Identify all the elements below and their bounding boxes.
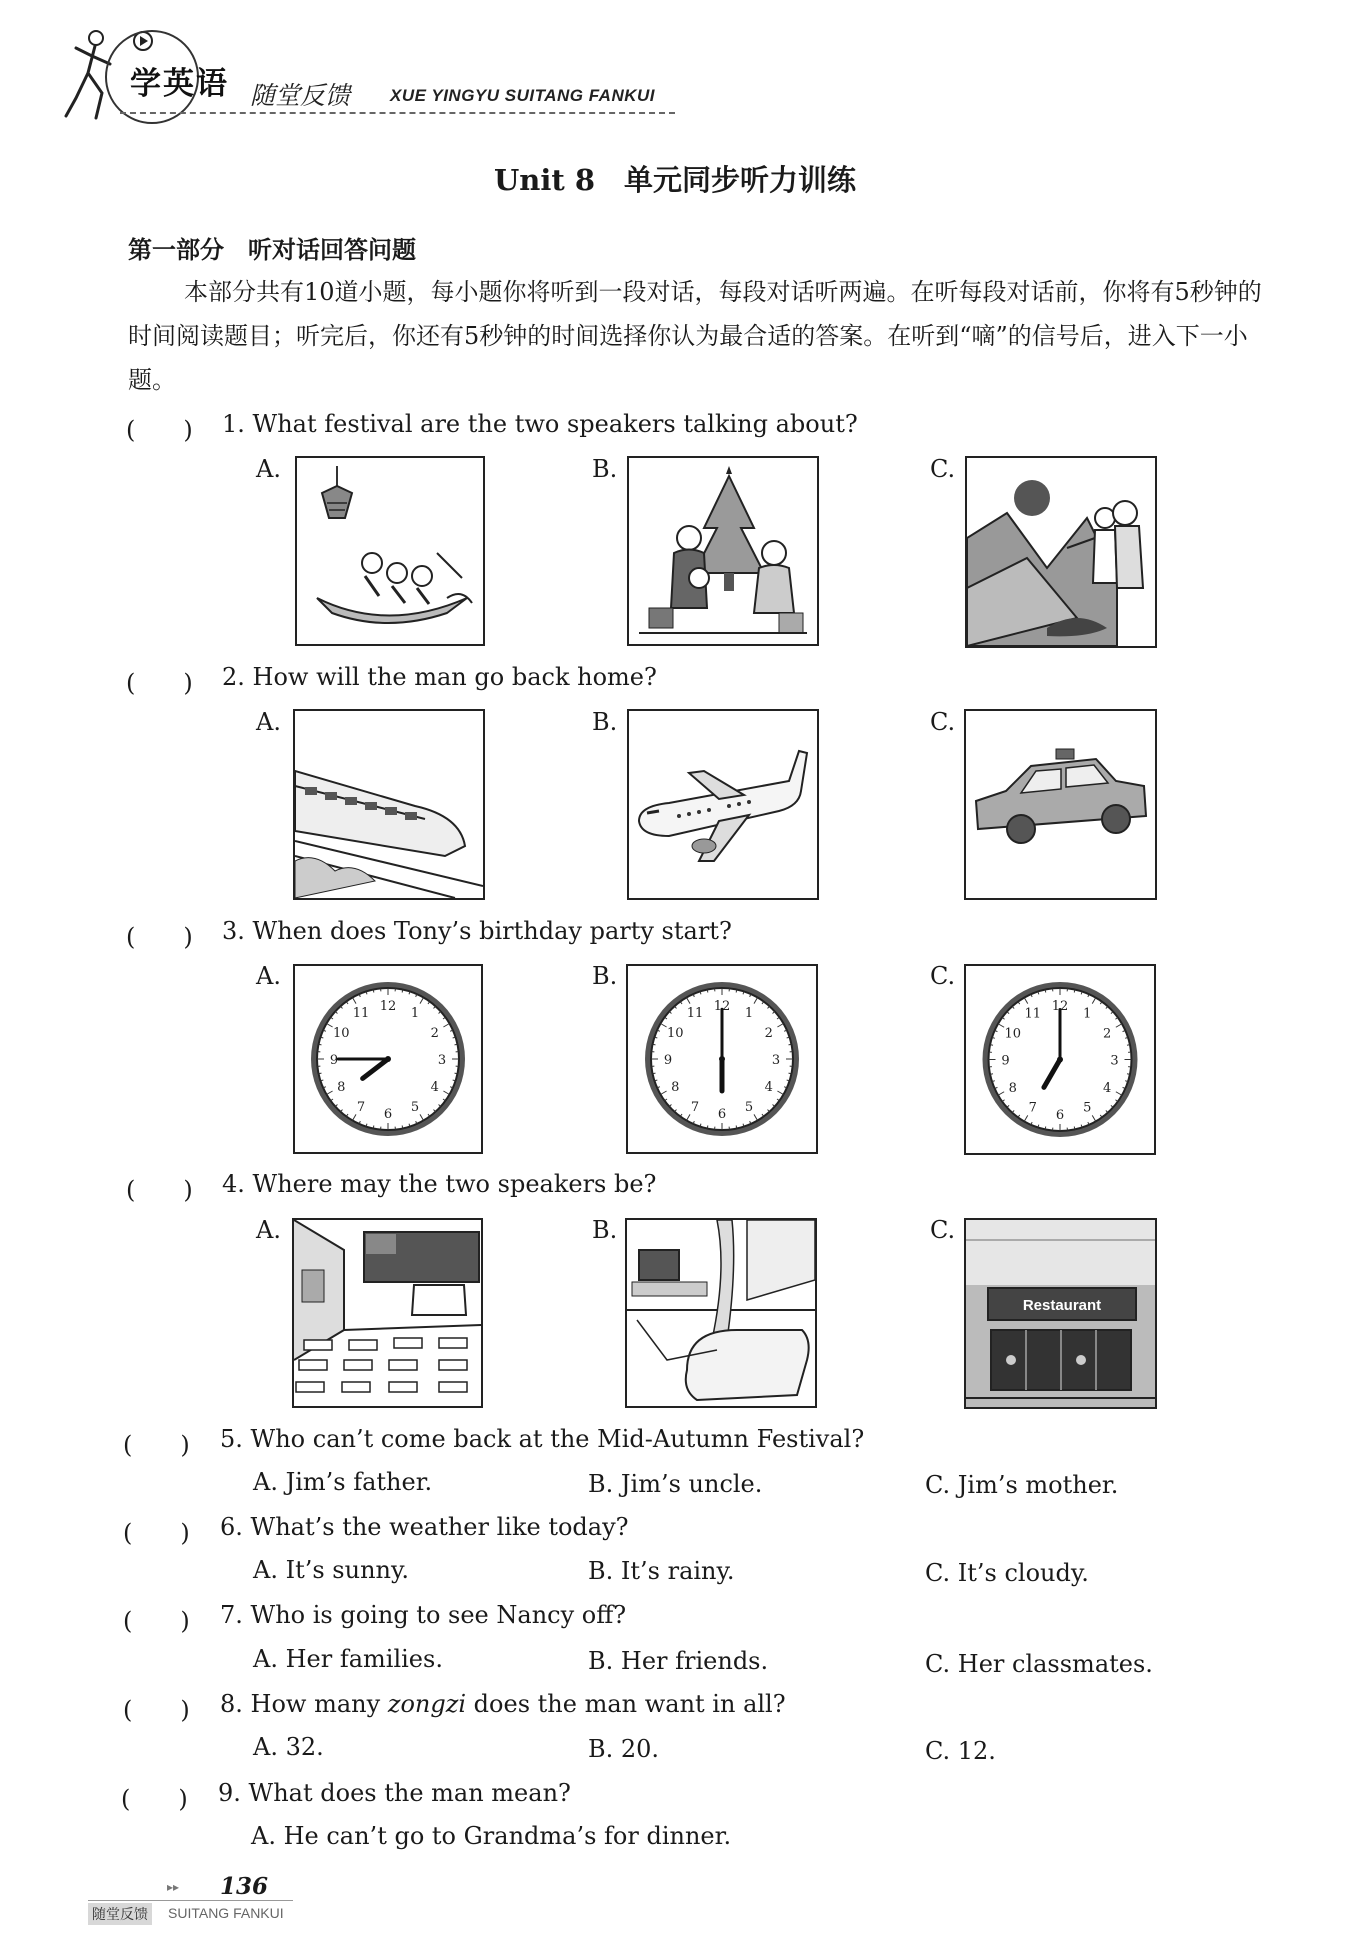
clock-number: 2 <box>764 1026 773 1041</box>
clock-tick <box>319 1073 322 1074</box>
clock-number: 9 <box>1001 1053 1010 1069</box>
clock-number: 1 <box>1083 1006 1092 1022</box>
question-5 <box>220 1425 864 1453</box>
question-number: 9. <box>218 1779 241 1807</box>
clock-tick <box>1045 1127 1046 1130</box>
clock-number: 5 <box>410 1099 420 1115</box>
header-subtitle: 随堂反馈 <box>250 81 351 110</box>
answer-blank-9[interactable]: ( ) <box>121 1785 188 1813</box>
question-1 <box>222 410 858 438</box>
clock-number: 8 <box>671 1080 680 1095</box>
option-label-c: C. <box>930 962 956 990</box>
clock-number: 10 <box>332 1026 350 1041</box>
clock-number: 1 <box>410 1006 420 1022</box>
clock-tick <box>990 1045 993 1046</box>
option-label-a: A. <box>256 1216 281 1244</box>
option-c[interactable]: C. Her classmates. <box>925 1650 1153 1678</box>
option-label-a: A. <box>256 455 281 483</box>
part-title: 第一部分 听对话回答问题 <box>128 236 416 264</box>
part-instructions: 本部分共有10道小题，每小题你将听到一段对话，每段对话听两遍。在听每段对话前，你将有5秒钟的时间阅读题目；听完后，你还有5秒钟的时间选择你认为最合适的答案。在听到“嘀”的信号后，进入下一小题。 <box>128 278 1262 394</box>
option-label-c: C. <box>930 708 956 736</box>
question-number: 1. <box>222 410 245 438</box>
header-pinyin: XUE YINGYU SUITANG FANKUI <box>390 86 656 105</box>
clock-tick <box>789 1073 792 1074</box>
answer-blank-7[interactable]: ( ) <box>123 1607 190 1635</box>
option-label-c: C. <box>930 1216 956 1244</box>
clock-tick <box>373 990 374 993</box>
question-number: 3. <box>222 917 245 945</box>
clock-number: 12 <box>379 999 397 1014</box>
clock-tick <box>707 1126 708 1129</box>
option-label-c: C. <box>930 455 956 483</box>
option-a[interactable]: A. It’s sunny. <box>253 1556 409 1584</box>
option-a[interactable]: A. 32. <box>253 1733 324 1761</box>
question-4 <box>222 1170 656 1198</box>
clock-tick <box>653 1044 656 1045</box>
clock-tick <box>455 1073 458 1074</box>
clock-tick <box>653 1073 656 1074</box>
clock-tick <box>1074 990 1075 993</box>
clock-number: 3 <box>771 1053 781 1068</box>
clock-7-00-icon[interactable] <box>964 964 1156 1155</box>
classroom-icon[interactable] <box>292 1218 483 1408</box>
question-3 <box>222 917 732 945</box>
question-text: Who is going to see Nancy off? <box>250 1601 627 1629</box>
header-divider <box>120 112 675 114</box>
question-number: 7. <box>220 1601 243 1629</box>
clock-tick <box>1127 1045 1130 1046</box>
clock-number: 10 <box>666 1026 684 1041</box>
mountain-climbing-icon[interactable] <box>965 456 1157 648</box>
question-number: 4. <box>222 1170 245 1198</box>
clock-7-45-icon[interactable] <box>293 964 483 1154</box>
clock-tick <box>319 1044 322 1045</box>
question-text: When does Tony’s birthday party start? <box>252 917 732 945</box>
footer-label-cn: 随堂反馈 <box>88 1903 152 1925</box>
taxi-car-icon[interactable] <box>964 709 1157 900</box>
option-b[interactable]: B. Her friends. <box>588 1647 769 1675</box>
clock-number: 9 <box>663 1053 673 1068</box>
clock-number: 5 <box>744 1099 754 1115</box>
option-label-a: A. <box>256 962 281 990</box>
option-b[interactable]: B. 20. <box>588 1735 660 1763</box>
header-title: 学英语 <box>130 66 229 102</box>
option-label-b: B. <box>592 708 618 736</box>
clock-number: 11 <box>352 1006 370 1022</box>
question-text-italic: zongzi <box>387 1690 467 1718</box>
clock-6-00-icon[interactable] <box>626 964 818 1154</box>
clock-number: 3 <box>437 1053 447 1068</box>
answer-blank-3[interactable]: ( ) <box>126 923 193 951</box>
question-text: Where may the two speakers be? <box>252 1170 657 1198</box>
clock-number: 7 <box>356 1099 366 1115</box>
clock-number: 4 <box>430 1080 439 1095</box>
question-8 <box>220 1690 786 1718</box>
option-b[interactable]: B. It’s rainy. <box>588 1557 735 1585</box>
option-a[interactable]: A. He can’t go to Grandma’s for dinner. <box>251 1822 732 1850</box>
dragon-boat-festival-icon[interactable] <box>295 456 485 646</box>
question-text-after: does the man want in all? <box>466 1690 786 1718</box>
clock-tick <box>990 1074 993 1075</box>
answer-blank-1[interactable]: ( ) <box>126 416 193 444</box>
question-number: 2. <box>222 663 245 691</box>
clock-number: 4 <box>1103 1080 1112 1096</box>
option-c[interactable]: C. It’s cloudy. <box>925 1559 1089 1587</box>
unit-title: Unit 8 单元同步听力训练 <box>493 163 857 197</box>
question-9 <box>218 1779 571 1807</box>
option-c[interactable]: C. 12. <box>925 1737 996 1765</box>
clock-number: 8 <box>1008 1080 1017 1096</box>
clock-tick <box>736 990 737 993</box>
clock-tick <box>1127 1074 1130 1075</box>
clock-number: 11 <box>1024 1006 1042 1022</box>
clock-number: 8 <box>337 1080 346 1095</box>
option-label-b: B. <box>592 962 618 990</box>
airplane-icon[interactable] <box>627 709 819 900</box>
clock-number: 6 <box>717 1107 727 1122</box>
option-label-a: A. <box>256 708 281 736</box>
option-c[interactable]: C. Jim’s mother. <box>925 1471 1119 1499</box>
question-6 <box>220 1513 629 1541</box>
clock-number: 4 <box>764 1080 773 1095</box>
question-text: Who can’t come back at the Mid-Autumn Festival? <box>250 1425 865 1453</box>
clock-center <box>385 1056 391 1062</box>
clock-tick <box>1074 1127 1075 1130</box>
answer-blank-6[interactable]: ( ) <box>123 1519 190 1547</box>
clock-tick <box>402 1126 403 1129</box>
question-text: What does the man mean? <box>248 1779 571 1807</box>
page-number: 136 <box>220 1873 269 1900</box>
question-text: How will the man go back home? <box>252 663 657 691</box>
restaurant-icon[interactable] <box>964 1218 1157 1409</box>
footer-label-en: SUITANG FANKUI <box>168 1905 284 1921</box>
option-a[interactable]: A. Her families. <box>253 1645 443 1673</box>
question-number: 6. <box>220 1513 243 1541</box>
question-text: What festival are the two speakers talking about? <box>252 410 858 438</box>
footer-arrows-icon: ▸▸ <box>167 1880 180 1894</box>
christmas-family-icon[interactable] <box>627 456 819 646</box>
clock-number: 6 <box>383 1107 393 1122</box>
clock-tick <box>373 1126 374 1129</box>
question-text-before: How many <box>250 1690 388 1718</box>
clock-number: 6 <box>1055 1108 1065 1123</box>
option-b[interactable]: B. Jim’s uncle. <box>588 1470 763 1498</box>
answer-blank-5[interactable]: ( ) <box>123 1431 190 1459</box>
clock-tick <box>789 1044 792 1045</box>
clock-tick <box>707 990 708 993</box>
clock-number: 5 <box>1083 1100 1092 1116</box>
option-a[interactable]: A. Jim’s father. <box>253 1468 433 1496</box>
question-2 <box>222 663 657 691</box>
train-icon[interactable] <box>293 709 485 900</box>
restaurant-sign: Restaurant <box>1022 1297 1102 1314</box>
question-number: 8. <box>220 1690 243 1718</box>
option-label-b: B. <box>592 455 618 483</box>
clock-tick <box>455 1044 458 1045</box>
answer-blank-4[interactable]: ( ) <box>126 1176 193 1204</box>
clock-number: 11 <box>686 1006 704 1022</box>
clock-number: 12 <box>1051 999 1069 1014</box>
clock-center <box>1057 1057 1063 1063</box>
question-number: 5. <box>220 1425 243 1453</box>
clock-number: 2 <box>430 1026 439 1041</box>
clock-center <box>719 1056 725 1062</box>
clock-number: 7 <box>690 1099 700 1115</box>
clock-number: 12 <box>713 999 731 1014</box>
question-7 <box>220 1601 626 1629</box>
clock-number: 3 <box>1110 1053 1119 1069</box>
clock-tick <box>1045 990 1046 993</box>
clock-number: 1 <box>744 1006 754 1022</box>
clock-number: 7 <box>1028 1100 1037 1116</box>
clock-number: 2 <box>1103 1026 1112 1042</box>
living-room-icon[interactable] <box>625 1218 817 1408</box>
clock-tick <box>402 990 403 993</box>
answer-blank-8[interactable]: ( ) <box>123 1696 190 1724</box>
option-label-b: B. <box>592 1216 618 1244</box>
clock-tick <box>736 1126 737 1129</box>
clock-number: 9 <box>329 1053 339 1068</box>
answer-blank-2[interactable]: ( ) <box>126 669 193 697</box>
question-text: What’s the weather like today? <box>250 1513 629 1541</box>
clock-number: 10 <box>1004 1026 1022 1042</box>
